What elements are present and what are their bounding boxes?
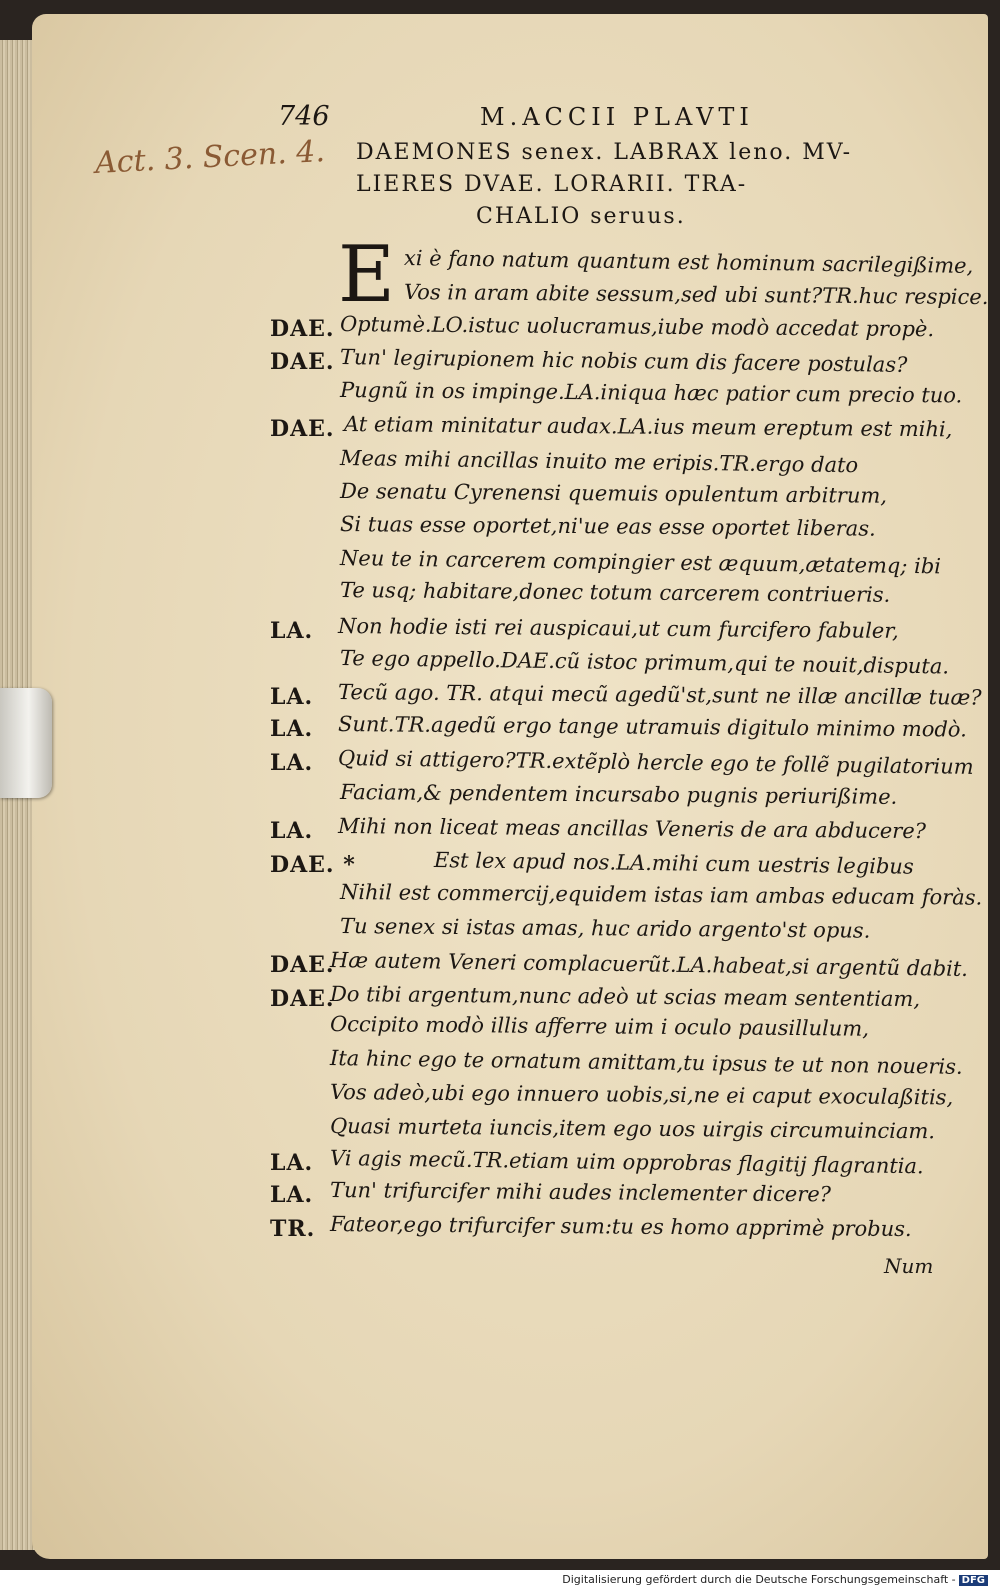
speaker-label: LA. (270, 750, 314, 776)
verse-line: Nihil est commercij,equidem istas iam ambas educam foràs. (339, 880, 983, 910)
verse-line: Tecũ ago. TR. atqui mecũ agedũ'st,sunt ne illæ ancillæ tuæ? (337, 680, 982, 710)
cast-line: CHALIO seruus. (476, 204, 686, 229)
verse-line: Fateor,ego trifurcifer sum:tu es homo apprimè probus. (329, 1212, 912, 1242)
speaker-label: TR. (270, 1216, 316, 1242)
verse-line: Meas mihi ancillas inuito me eripis.TR.ergo dato (339, 446, 859, 478)
speaker-label: LA. (270, 716, 314, 742)
speaker-label: LA. (270, 1182, 314, 1208)
verse-line: Quasi murteta iuncis,item ego uos uirgis circumuinciam. (329, 1114, 936, 1144)
verse-line: Non hodie isti rei auspicaui,ut cum furcifero fabuler, (337, 614, 899, 643)
page-clip (0, 688, 52, 798)
verse-line: Ita hinc ego te ornatum amittam,tu ipsus te ut non noueris. (329, 1046, 963, 1079)
speaker-label: DAE. (270, 986, 335, 1012)
verse-line: Tun' trifurcifer mihi audes inclementer dicere? (329, 1178, 832, 1207)
verse-line: Occipito modò illis afferre uim i oculo pausillulum, (329, 1012, 870, 1041)
verse-line: Est lex apud nos.LA.mihi cum uestris legibus (433, 848, 914, 879)
speaker-label: DAE. (270, 952, 335, 978)
speaker-label: LA. (270, 1150, 314, 1176)
drop-cap: E (338, 230, 395, 320)
verse-line: At etiam minitatur audax.LA.ius meum ereptum est mihi, (343, 412, 953, 442)
verse-line: Vos adeò,ubi ego innuero uobis,si,ne ei caput exoculaßitis, (329, 1080, 954, 1110)
speaker-label: LA. (270, 618, 314, 644)
verse-line: Pugnũ in os impinge.LA.iniqua hæc patior cum precio tuo. (339, 378, 963, 408)
speaker-label: DAE. (270, 316, 335, 342)
running-head: M.ACCII PLAVTI (480, 103, 754, 131)
margin-note: Act. 3. Scen. 4. (94, 134, 326, 181)
speaker-label: DAE. (270, 416, 335, 442)
verse-line: Quid si attigero?TR.extẽplò hercle ego te follẽ pugilatorium (337, 746, 974, 779)
page-number: 746 (278, 101, 330, 132)
verse-line: Faciam,& pendentem incursabo pugnis periurißime. (339, 780, 898, 809)
verse-line: Do tibi argentum,nunc adeò ut scias meam sententiam, (329, 982, 921, 1012)
verse-line: Si tuas esse oportet,ni'ue eas esse oportet liberas. (339, 512, 876, 541)
verse-line: Vi agis mecũ.TR.etiam uim opprobras flagitij flagrantia. (329, 1146, 924, 1179)
catchword: Num (884, 1254, 934, 1278)
verse-line: Neu te in carcerem compingier est æquum,ætatemq; ibi (339, 546, 942, 579)
speaker-label: DAE. (270, 349, 335, 375)
verse-line: Te ego appello.DAE.cũ istoc primum,qui te nouit,disputa. (339, 646, 950, 679)
verse-line: Mihi non liceat meas ancillas Veneris de ara abducere? (337, 814, 927, 844)
credit-text: Digitalisierung gefördert durch die Deutsche Forschungsgemeinschaft - (562, 1573, 956, 1586)
verse-line: Tun' legirupionem hic nobis cum dis facere postulas? (339, 345, 908, 377)
digitization-credit (562, 1573, 988, 1586)
verse-line: Hæ autem Veneri complacuerũt.LA.habeat,si argentũ dabit. (329, 948, 969, 981)
verse-line: xi è fano natum quantum est hominum sacrilegißime, (403, 246, 974, 278)
dfg-logo: DFG (959, 1575, 988, 1586)
verse-line: Vos in aram abite sessum,sed ubi sunt?TR.huc respice. (403, 280, 989, 310)
verse-line: Te usq; habitare,donec totum carcerem contriueris. (339, 578, 891, 607)
verse-line: De senatu Cyrenensi quemuis opulentum arbitrum, (339, 479, 888, 508)
verse-line: Optumè.LO.istuc uolucramus,iube modò accedat propè. (339, 312, 935, 342)
speaker-label: LA. (270, 818, 314, 844)
verse-line: Tu senex si istas amas, huc arido argento'st opus. (339, 914, 871, 943)
speaker-label: DAE. * (270, 852, 356, 878)
cast-line: DAEMONES senex. LABRAX leno. MV- (356, 140, 853, 165)
speaker-label: LA. (270, 684, 314, 710)
verse-line: Sunt.TR.agedũ ergo tange utramuis digitulo minimo modò. (337, 712, 967, 742)
cast-line: LIERES DVAE. LORARII. TRA- (356, 172, 748, 197)
